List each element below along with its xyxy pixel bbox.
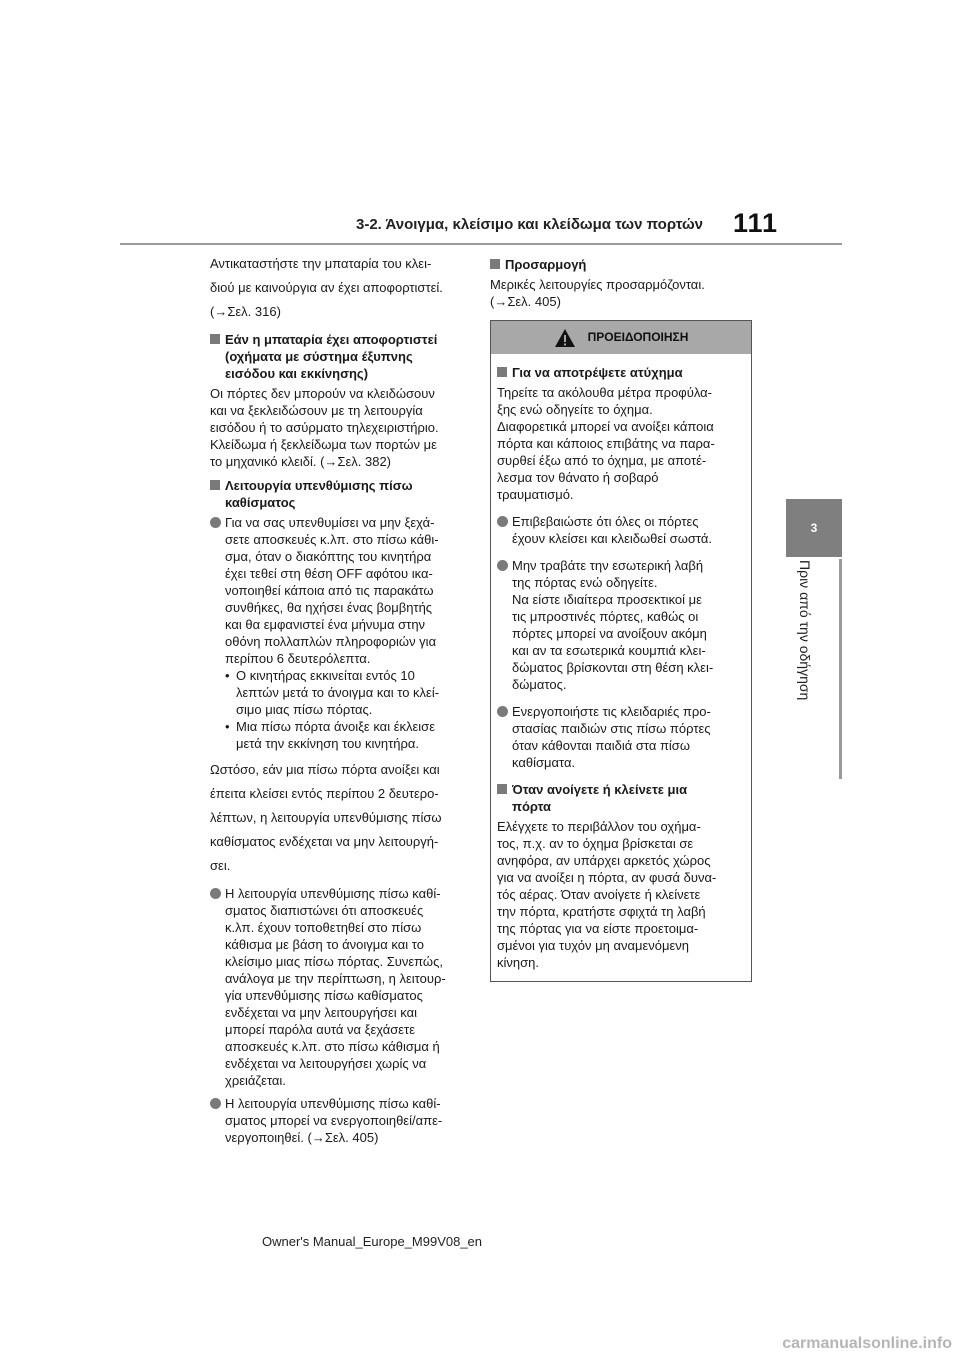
list-item (210, 1095, 472, 1146)
text-line: κ.λπ. έχουν τοποθετηθεί στο πίσω (225, 920, 422, 935)
warning-triangle-icon (554, 328, 576, 348)
text-line: τραυματισμό. (497, 487, 574, 502)
text-line: στασίας παιδιών στις πίσω πόρτες (512, 721, 711, 736)
text-line: Αντικαταστήστε την μπαταρία του κλει- (210, 256, 432, 271)
heading-line: εισόδου και εκκίνησης) (225, 366, 369, 381)
warning-box (490, 320, 752, 982)
text-line: αποσκευές κ.λπ. στο πίσω κάθισμα ή (225, 1039, 440, 1054)
circle-bullet-icon (210, 888, 221, 899)
text-line: πόρτα και κάποιος επιβάτης να παρα- (497, 436, 715, 451)
square-bullet-icon (210, 334, 220, 344)
dot-bullet-icon: • (225, 719, 230, 734)
text-line: έχουν κλείσει και κλειδωθεί σωστά. (512, 531, 712, 546)
text-line: (→Σελ. 316) (210, 304, 281, 319)
text-line: γία υπενθύμισης πίσω καθίσματος (225, 988, 423, 1003)
text-line: Για να σας υπενθυμίσει να μην ξεχά- (225, 515, 435, 530)
text-line: κίνηση. (497, 955, 539, 970)
square-bullet-icon (210, 480, 220, 490)
customization-paragraph (490, 276, 752, 310)
text-line: ξης ενώ οδηγείτε το όχημα. (497, 402, 653, 417)
text-line: σιμο μιας πίσω πόρτας. (236, 702, 373, 717)
text-line: οθόνη πολλαπλών πληροφοριών για (225, 634, 437, 649)
text-line: Επιβεβαιώστε ότι όλες οι πόρτες (512, 514, 699, 529)
text-line: Μερικές λειτουργίες προσαρμόζονται. (490, 277, 705, 292)
warning-heading-opening-door (497, 781, 745, 815)
text-line: Ο κινητήρας εκκινείται εντός 10 (236, 668, 415, 683)
chapter-tab (786, 499, 842, 557)
text-line: λεπτών μετά το άνοιγμα και το κλεί- (236, 685, 440, 700)
text-line: σετε αποσκευές κ.λπ. στο πίσω κάθι- (225, 532, 439, 547)
text-line: λεσμα τον θάνατο ή σοβαρό (497, 470, 659, 485)
list-item (210, 885, 472, 1089)
text-line: διού με καινούργια αν έχει αποφορτιστεί. (210, 280, 443, 295)
section-heading-customization (490, 256, 752, 273)
reminder-paragraph (210, 758, 472, 878)
text-line: έχει τεθεί στη θέση OFF αφότου ικα- (225, 566, 433, 581)
text-line: πόρτες μπορεί να ανοίξουν ακόμη (512, 626, 707, 641)
circle-bullet-icon (210, 1098, 221, 1109)
text-line: Να είστε ιδιαίτερα προσεκτικοί με (512, 592, 702, 607)
text-line: όταν κάθονται παιδιά στα πίσω (512, 738, 690, 753)
text-line: λέπτων, η λειτουργία υπενθύμισης πίσω (210, 810, 442, 825)
text-line: Η λειτουργία υπενθύμισης πίσω καθί- (225, 1096, 441, 1111)
text-line: ενδέχεται να λειτουργήσει χωρίς να (225, 1056, 427, 1071)
left-column (210, 252, 472, 1152)
text-line: Κλείδωμα ή ξεκλείδωμα των πορτών με (210, 437, 437, 452)
text-line: τός αέρας. Όταν ανοίγετε ή κλείνετε (497, 887, 701, 902)
text-line: περίπου 6 δευτερόλεπτα. (225, 651, 371, 666)
text-line: τος, π.χ. αν το όχημα βρίσκεται σε (497, 836, 694, 851)
text-line: χρειάζεται. (225, 1073, 286, 1088)
circle-bullet-icon (497, 706, 508, 717)
text-line: εισόδου ή το ασύρματο τηλεχειριστήριο. (210, 420, 439, 435)
text-line: Ωστόσο, εάν μια πίσω πόρτα ανοίξει και (210, 762, 440, 777)
heading-line: Προσαρμογή (505, 257, 587, 272)
text-line: (→Σελ. 405) (490, 294, 561, 309)
header-divider (120, 243, 842, 245)
circle-bullet-icon (497, 516, 508, 527)
text-line: Ελέγχετε το περιβάλλον του οχήμα- (497, 819, 701, 834)
text-line: της πόρτας για να είστε προετοιμα- (497, 921, 699, 936)
warning-paragraph (497, 818, 745, 971)
warning-body (491, 354, 751, 981)
text-line: συνθήκες, θα ηχήσει ένας βομβητής (225, 600, 433, 615)
heading-line: Λειτουργία υπενθύμισης πίσω (225, 478, 413, 493)
circle-bullet-icon (210, 517, 221, 528)
text-line: Διαφορετικά μπορεί να ανοίξει κάποια (497, 419, 714, 434)
text-line: μπορεί παρόλα αυτά να ξεχάσετε (225, 1022, 415, 1037)
section-title: 3-2. Άνοιγμα, κλείσιμο και κλείδωμα των πορτών (356, 216, 703, 233)
text-line: σμένοι για τυχόν μη αναμενόμενη (497, 938, 690, 953)
text-line: ενδέχεται να μην λειτουργήσει και (225, 1005, 418, 1020)
circle-bullet-icon (497, 560, 508, 571)
text-line: σει. (210, 858, 231, 873)
list-item (497, 703, 745, 771)
list-item (497, 557, 745, 693)
right-column (490, 252, 752, 982)
text-line: το μηχανικό κλειδί. (→Σελ. 382) (210, 454, 392, 469)
text-line: και να ξεκλειδώσουν με τη λειτουργία (210, 403, 423, 418)
text-line: συρθεί έξω από το όχημα, με αποτέ- (497, 453, 707, 468)
text-line: σμα, όταν ο διακόπτης του κινητήρα (225, 549, 432, 564)
section-heading-rear-seat-reminder (210, 477, 472, 511)
chapter-side-label: Πριν από την οδήγηση (797, 560, 813, 701)
square-bullet-icon (497, 784, 507, 794)
heading-line: πόρτα (512, 799, 552, 814)
text-line: και αν τα εσωτερικά κουμπιά κλει- (512, 643, 706, 658)
dot-bullet-icon: • (225, 668, 230, 683)
text-line: Τηρείτε τα ακόλουθα μέτρα προφύλα- (497, 385, 712, 400)
text-line: νοποιηθεί κάποια από τις παρακάτω (225, 583, 434, 598)
footer-document-id: Owner's Manual_Europe_M99V08_en (262, 1234, 483, 1249)
list-item (210, 514, 472, 667)
warning-title: ΠΡΟΕΙΔΟΠΟΙΗΣΗ (587, 330, 689, 344)
chapter-number: 3 (810, 521, 818, 535)
chapter-divider (839, 559, 842, 779)
text-line: δώματος βρίσκονται στη θέση κλει- (512, 660, 714, 675)
text-line: δώματος. (512, 677, 567, 692)
sub-list-item (225, 718, 472, 752)
text-line: κλείσιμο μιας πίσω πόρτας. Συνεπώς, (225, 954, 443, 969)
text-line: Μην τραβάτε την εσωτερική λαβή (512, 558, 704, 573)
text-line: τις μπροστινές πόρτες, καθώς οι (512, 609, 699, 624)
text-line: καθίσματος ενδέχεται να μην λειτουργή- (210, 834, 439, 849)
intro-paragraph (210, 252, 472, 324)
warning-heading-accident (497, 364, 745, 381)
list-item (497, 513, 745, 547)
page-number: 111 (733, 208, 779, 238)
text-line: Οι πόρτες δεν μπορούν να κλειδώσουν (210, 386, 435, 401)
text-line: για να ανοίξει η πόρτα, αν φυσά δυνα- (497, 870, 717, 885)
sub-list-item (225, 667, 472, 718)
heading-line: Εάν η μπαταρία έχει αποφορτιστεί (225, 332, 438, 347)
square-bullet-icon (497, 367, 507, 377)
text-line: κάθισμα με βάση το άνοιγμα και το (225, 937, 424, 952)
text-line: της πόρτας ενώ οδηγείτε. (512, 575, 658, 590)
text-line: σματος διαπιστώνει ότι αποσκευές (225, 903, 424, 918)
heading-line: Όταν ανοίγετε ή κλείνετε μια (512, 782, 688, 797)
heading-line: Για να αποτρέψετε ατύχημα (512, 365, 683, 380)
text-line: σματος μπορεί να ενεργοποιηθεί/απε- (225, 1113, 443, 1128)
warning-paragraph (497, 384, 745, 503)
text-line: έπειτα κλείσει εντός περίπου 2 δευτερο- (210, 786, 439, 801)
text-line: μετά την εκκίνηση του κινητήρα. (236, 736, 420, 751)
text-line: καθίσματα. (512, 755, 576, 770)
battery-paragraph (210, 385, 472, 470)
text-line: Μια πίσω πόρτα άνοιξε και έκλεισε (236, 719, 435, 734)
text-line: Ενεργοποιήστε τις κλειδαριές προ- (512, 704, 711, 719)
warning-header (491, 320, 751, 354)
text-line: νεργοποιηθεί. (→Σελ. 405) (225, 1130, 379, 1145)
heading-line: (οχήματα με σύστημα έξυπνης (225, 349, 413, 364)
watermark: carmanualsonline.info (782, 1335, 952, 1352)
text-line: ανηφόρα, αν υπάρχει αρκετός χώρος (497, 853, 711, 868)
text-line: και θα εμφανιστεί ένα μήνυμα στην (225, 617, 426, 632)
text-line: Η λειτουργία υπενθύμισης πίσω καθί- (225, 886, 441, 901)
text-line: την πόρτα, κρατήστε σφιχτά τη λαβή (497, 904, 706, 919)
heading-line: καθίσματος (225, 495, 296, 510)
section-heading-battery (210, 331, 472, 382)
square-bullet-icon (490, 259, 500, 269)
text-line: ανάλογα με την περίπτωση, η λειτουρ- (225, 971, 446, 986)
